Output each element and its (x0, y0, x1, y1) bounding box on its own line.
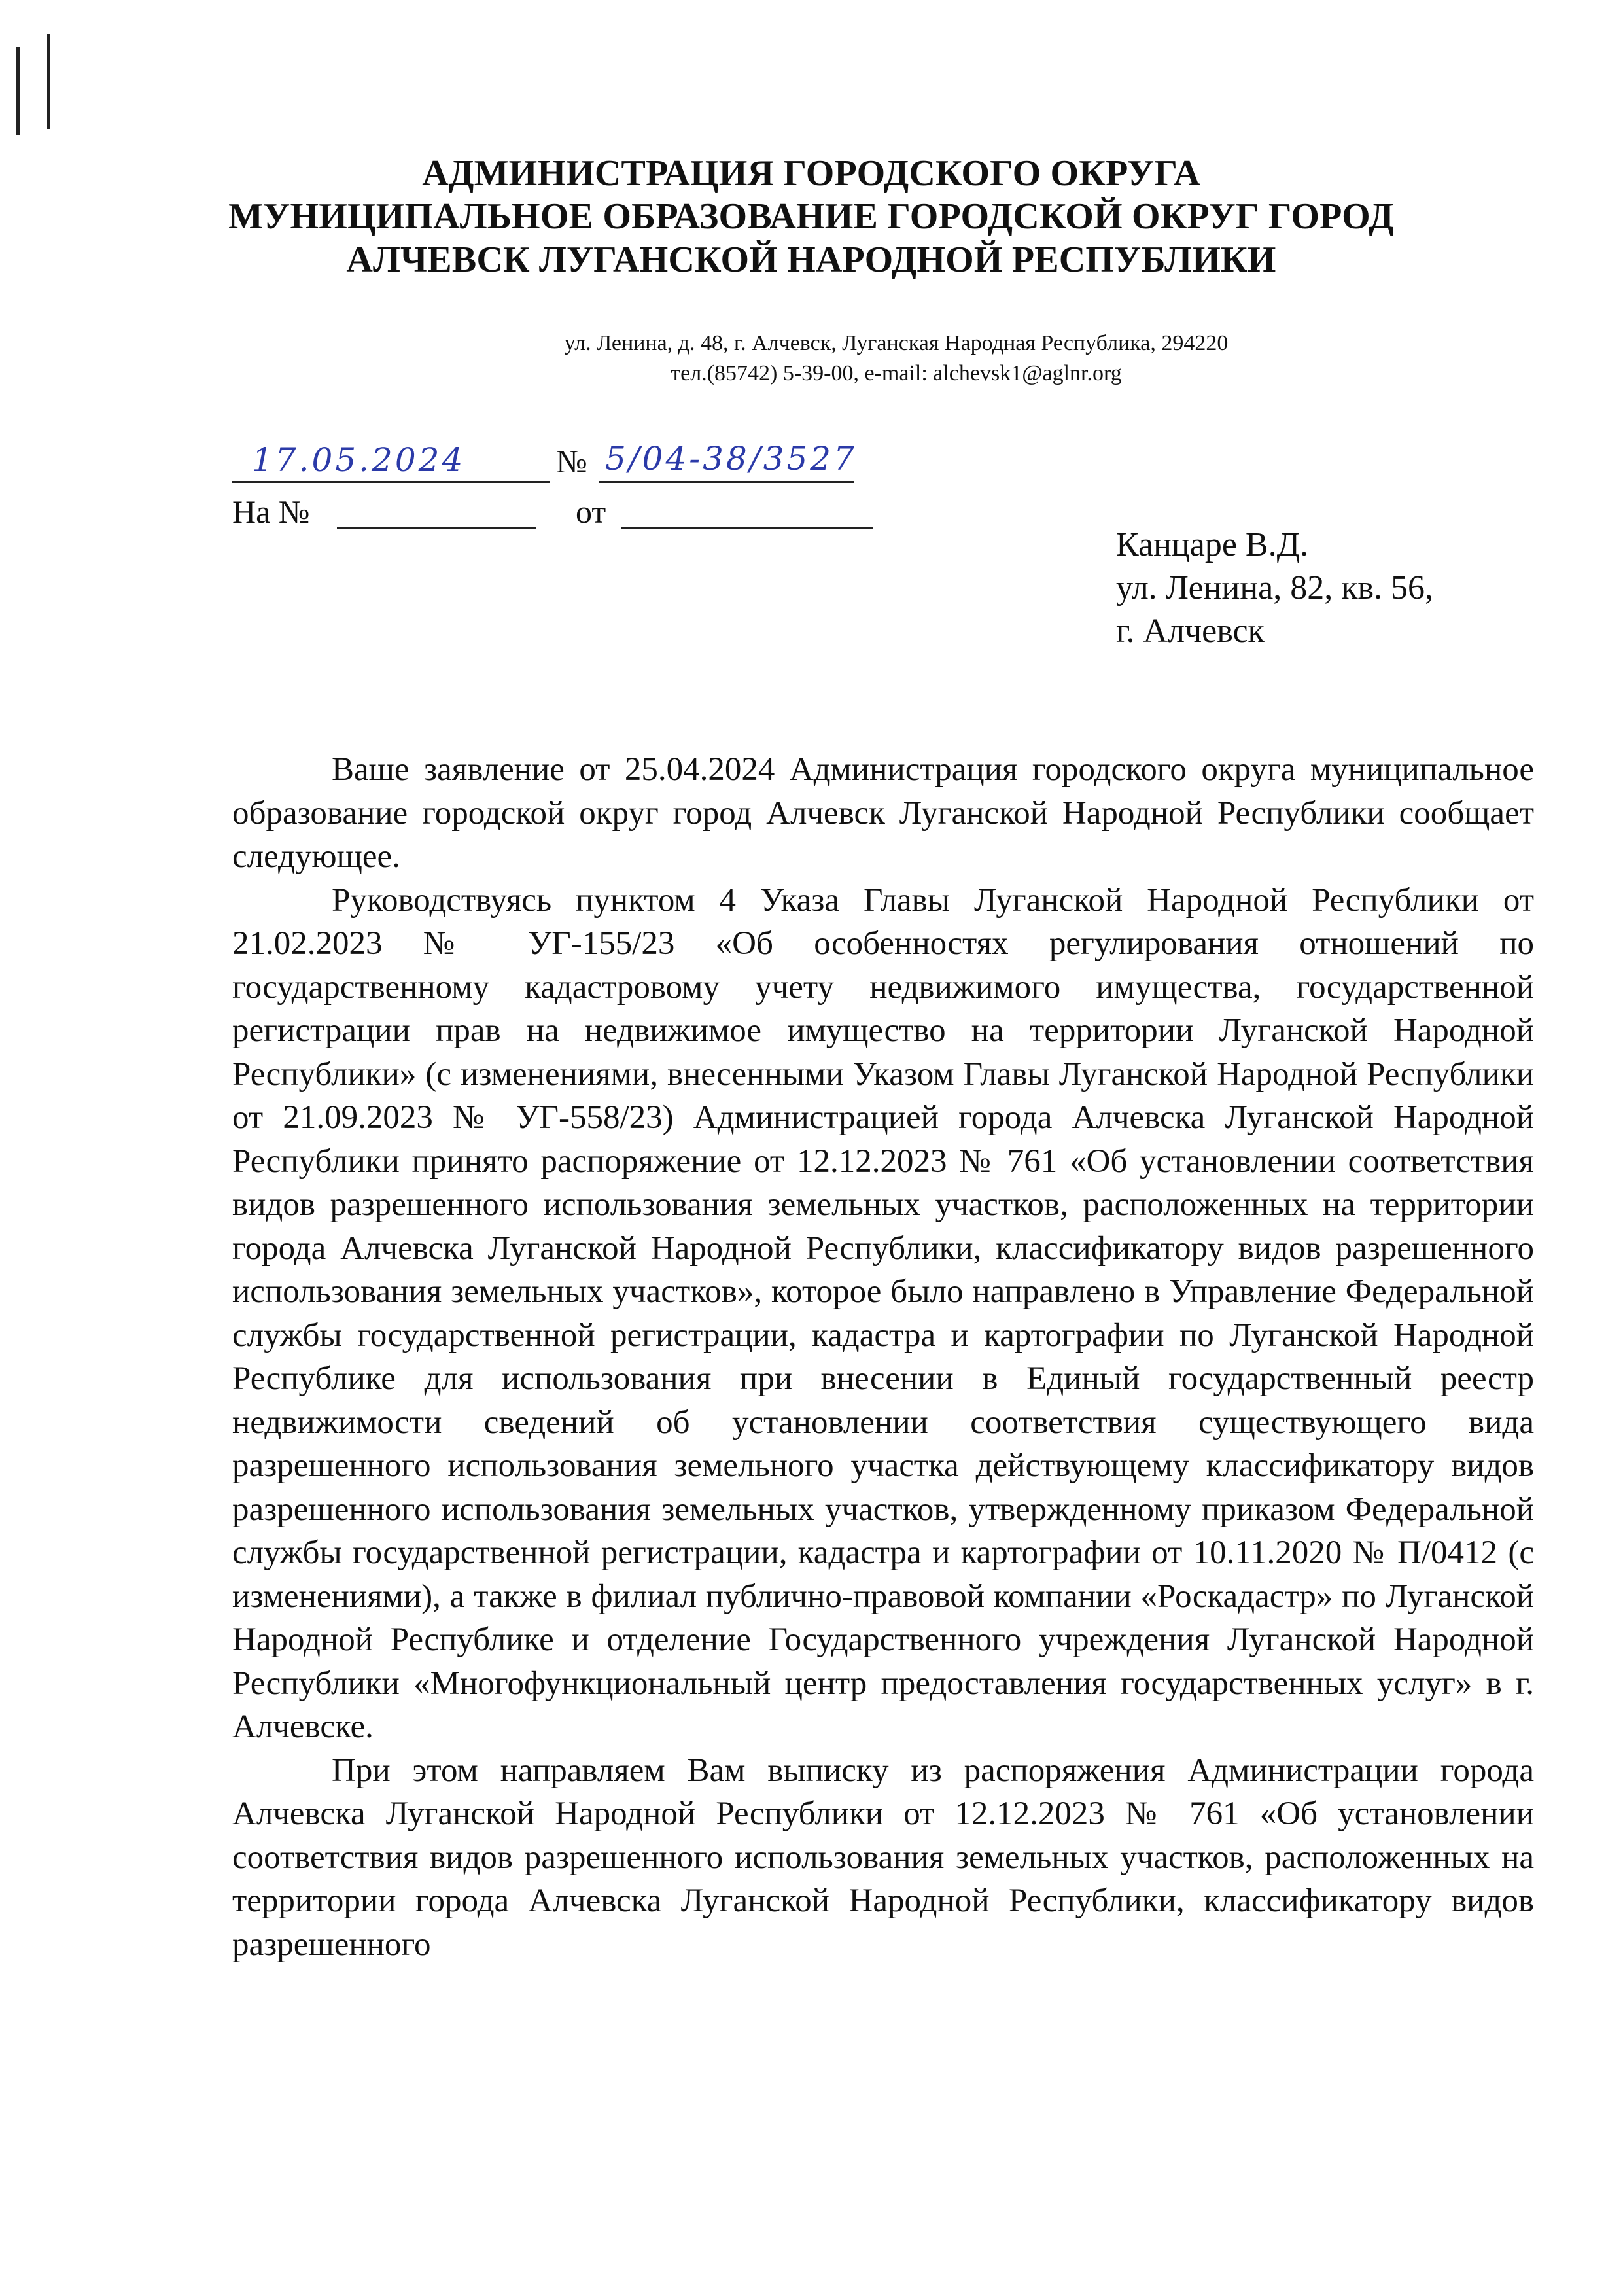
handwritten-number: 5/04-38/3527 (605, 440, 857, 478)
letter-body (232, 748, 1534, 1966)
letterhead-address: ул. Ленина, д. 48, г. Алчевск, Луганская Народная Республика, 294220 (564, 331, 1229, 355)
recipient-block (1116, 523, 1433, 653)
handwritten-date: 17.05.2024 (252, 441, 466, 479)
in-reply-reference-row (232, 492, 886, 538)
number-field-line (599, 481, 854, 483)
in-reply-number-label: На № (232, 493, 310, 530)
number-label: № (556, 443, 587, 480)
body-paragraph: Ваше заявление от 25.04.2024 Администрация городского округа муниципальное образование городской округ город Алчевск Луганской Народной Республики сообщает следующее. (232, 751, 1534, 875)
letterhead-title-line: АДМИНИСТРАЦИЯ ГОРОДСКОГО ОКРУГА (422, 153, 1200, 194)
letterhead-contacts (393, 328, 1400, 389)
in-reply-date-line (621, 527, 873, 529)
body-paragraph: Руководствуясь пунктом 4 Указа Главы Луганской Народной Республики от 21.02.2023 № УГ-155/23 «Об особенностях регулирования отношений по государственному кадастровому учету недвижимого имущества, государственной регистрации прав на недвижимое имущество на территории Луганской Народной Республики» (с изменениями, внесенными Указом Главы Луганской Народной Республики от 21.09.2023 № УГ-558/23) Администрацией города Алчевска Луганской Народной Республики принято распоряжение от 12.12.2023 № 761 «Об установлении соответствия видов разрешенного использования земельных участков, расположенных на территории города Алчевска Луганской Народной Республики, классификатору видов разрешенного использования земельных участков», которое было направлено в Управление Федеральной службы государственной регистрации, кадастра и картографии по Луганской Народной Республике для использования при внесении в Единый государственный реестр недвижимости сведений об установлении соответствия существующего вида разрешенного использования земельного участка действующему классификатору видов разрешенного использования земельных участков, утвержденному приказом Федеральной службы государственной регистрации, кадастра и картографии от 10.11.2020 № П/0412 (с изменениями), а также в филиал публично-правовой компании «Роскадастр» по Луганской Народной Республике и отделение Государственного учреждения Луганской Народной Республики «Многофункциональный центр предоставления государственных услуг» в г. Алчевске. (232, 881, 1534, 1745)
recipient-street: ул. Ленина, 82, кв. 56, (1116, 569, 1434, 607)
date-field-line (232, 481, 550, 483)
in-reply-from-label: от (576, 493, 606, 530)
body-paragraph: При этом направляем Вам выписку из распоряжения Администрации города Алчевска Луганской Народной Республики от 12.12.2023 № 761 «Об установлении соответствия видов разрешенного использования земельных участков, расположенных на территории города Алчевска Луганской Народной Республики, классификатору видов разрешенного (232, 1752, 1534, 1963)
recipient-name: Канцаре В.Д. (1116, 526, 1309, 563)
scan-margin-mark (16, 47, 20, 135)
scan-margin-mark (47, 34, 50, 129)
outgoing-reference-row (232, 442, 886, 487)
letterhead-title-line: МУНИЦИПАЛЬНОЕ ОБРАЗОВАНИЕ ГОРОДСКОЙ ОКРУГ ГОРОД (228, 196, 1394, 237)
in-reply-number-line (337, 527, 536, 529)
letterhead-title-line: АЛЧЕВСК ЛУГАНСКОЙ НАРОДНОЙ РЕСПУБЛИКИ (346, 239, 1276, 280)
recipient-city: г. Алчевск (1116, 612, 1265, 650)
letterhead-phone-email: тел.(85742) 5-39-00, e-mail: alchevsk1@aglnr.org (671, 361, 1122, 385)
letterhead-title (196, 152, 1426, 281)
